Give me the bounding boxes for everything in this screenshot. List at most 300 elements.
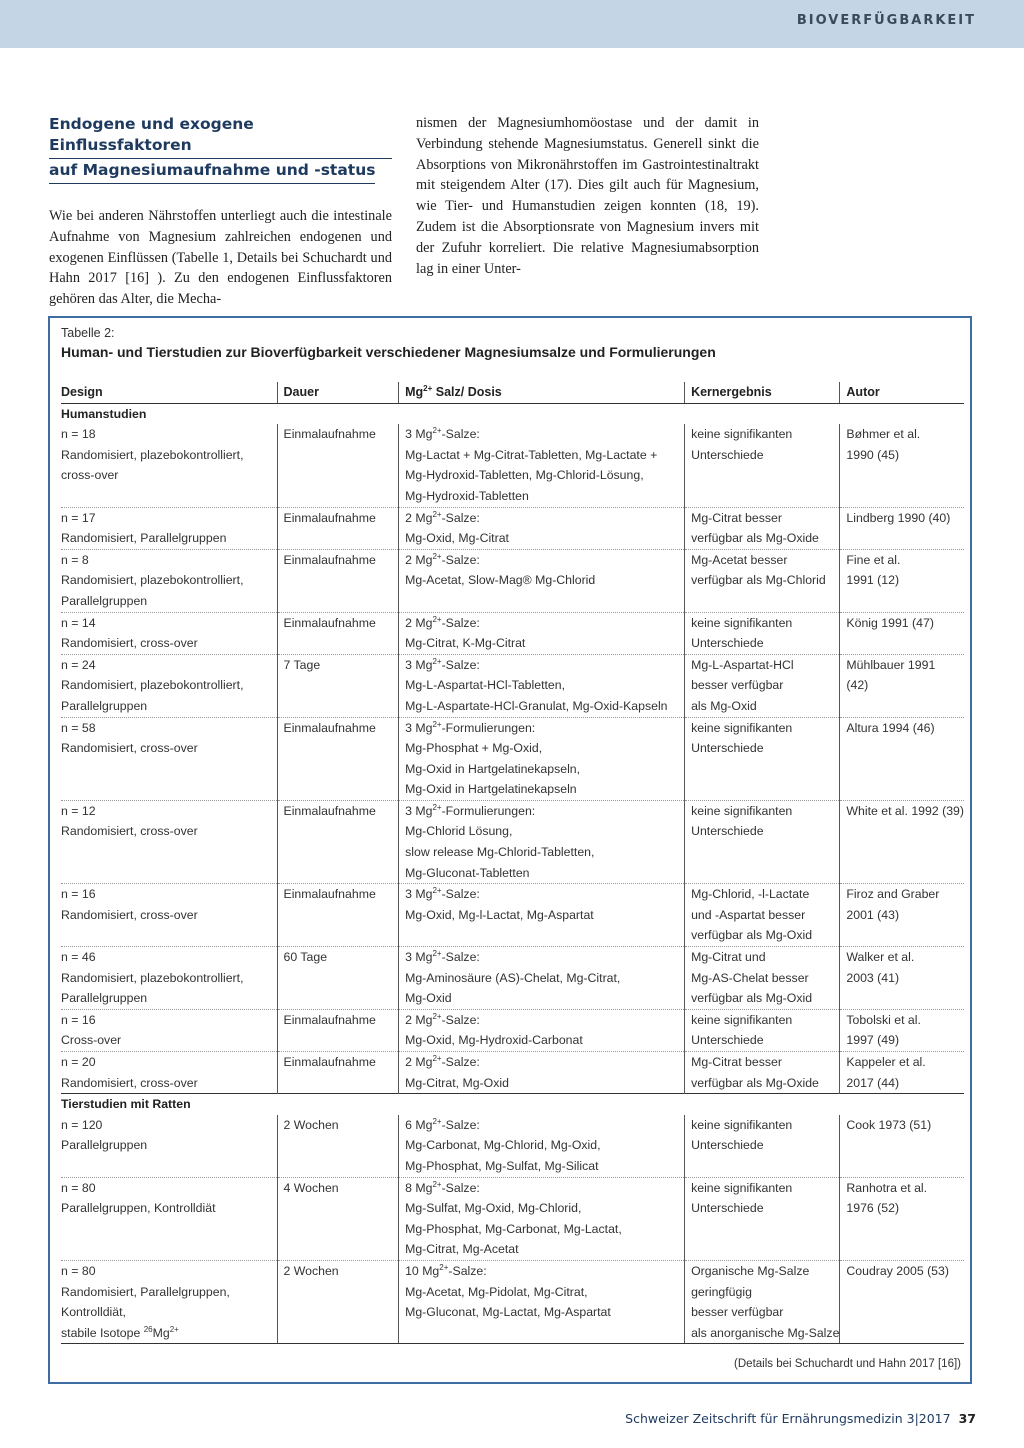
cell-salz xyxy=(399,1260,685,1343)
kern-line: keine signifikanten xyxy=(691,427,793,442)
dauer-value: 7 Tage xyxy=(283,657,321,672)
salz-line: Mg-Acetat, Slow-Mag® Mg-Chlorid xyxy=(405,573,596,588)
salz-head-sup: 2+ xyxy=(432,949,442,959)
kern-line: besser verfügbar xyxy=(691,1305,784,1320)
autor-line: Tobolski et al. xyxy=(846,1012,921,1027)
design-line: Parallelgruppen xyxy=(61,593,148,608)
salz-head-post: -Salze: xyxy=(441,1117,480,1132)
salz-head-sup: 2+ xyxy=(432,1116,442,1126)
salz-line: Mg-Gluconat, Mg-Lactat, Mg-Aspartat xyxy=(405,1305,611,1320)
cell-design xyxy=(61,424,277,507)
cell-autor xyxy=(840,800,964,883)
salz-line: Mg-Gluconat-Tabletten xyxy=(405,865,530,880)
table-row xyxy=(61,884,964,947)
cell-dauer xyxy=(277,1009,399,1051)
design-line: Randomisiert, cross-over xyxy=(61,824,198,839)
cell-autor xyxy=(840,1115,964,1177)
salz-line: Mg-Phosphat + Mg-Oxid, xyxy=(405,741,543,756)
salz-line: Mg-Sulfat, Mg-Oxid, Mg-Chlorid, xyxy=(405,1201,582,1216)
salz-head-post: -Formulierungen: xyxy=(441,803,536,818)
kern-line: Organische Mg-Salze xyxy=(691,1263,810,1278)
autor-line: Bøhmer et al. xyxy=(846,427,921,442)
design-line: Parallelgruppen xyxy=(61,991,148,1006)
salz-head-sup: 2+ xyxy=(439,1262,449,1272)
salz-head-post: -Salze: xyxy=(441,657,480,672)
cell-salz xyxy=(399,884,685,947)
salz-head-pre: 3 Mg xyxy=(405,657,433,672)
article-column-right xyxy=(416,113,759,310)
cell-salz xyxy=(399,947,685,1010)
salz-head-sup: 2+ xyxy=(432,1179,442,1189)
kern-line: geringfügig xyxy=(691,1284,752,1299)
autor-line: White et al. 1992 (39) xyxy=(846,803,964,818)
salz-head-pre: 3 Mg xyxy=(405,427,433,442)
design-line: n = 24 xyxy=(61,657,96,672)
cell-dauer xyxy=(277,1052,399,1094)
autor-line: Coudray 2005 (53) xyxy=(846,1263,949,1278)
salz-heading xyxy=(405,613,684,634)
autor-line: Kappeler et al. xyxy=(846,1055,926,1069)
salz-line: Mg-Hydroxid-Tabletten xyxy=(405,488,529,503)
salz-head-pre: 2 Mg xyxy=(405,1055,433,1069)
header-kernergebnis: Kernergebnis xyxy=(685,382,840,403)
design-line: n = 14 xyxy=(61,615,96,630)
cell-design xyxy=(61,1177,277,1260)
salz-head-sup: 2+ xyxy=(432,656,442,666)
salz-line: Mg-Hydroxid-Tabletten, Mg-Chlorid-Lösung, xyxy=(405,468,644,483)
cell-dauer xyxy=(277,507,399,549)
salz-head-sup: 2+ xyxy=(432,886,442,896)
group-tier-label: Tierstudien mit Ratten xyxy=(61,1094,964,1115)
salz-head-post: -Salze: xyxy=(441,1055,480,1069)
group-tier xyxy=(61,1094,964,1115)
cell-salz xyxy=(399,654,685,717)
article-column-left xyxy=(49,113,392,310)
salz-head-pre: 10 Mg xyxy=(405,1263,440,1278)
salz-line: Mg-Oxid xyxy=(405,991,452,1006)
cell-kernergebnis xyxy=(685,1052,840,1094)
cell-autor xyxy=(840,612,964,654)
design-line: n = 8 xyxy=(61,552,89,567)
salz-head-pre: 3 Mg xyxy=(405,950,433,965)
kern-line: keine signifikanten xyxy=(691,1117,793,1132)
salz-heading xyxy=(405,1115,684,1136)
cell-dauer xyxy=(277,1177,399,1260)
design-line: n = 17 xyxy=(61,510,96,525)
cell-autor xyxy=(840,654,964,717)
salz-line: Mg-Oxid, Mg-Citrat xyxy=(405,531,509,546)
cell-autor xyxy=(840,549,964,612)
cell-design xyxy=(61,612,277,654)
page-footer xyxy=(625,1411,976,1426)
cell-kernergebnis xyxy=(685,800,840,883)
dauer-value: 60 Tage xyxy=(283,950,328,965)
salz-head-sup: 2+ xyxy=(432,802,442,812)
salz-line: Mg-Oxid, Mg-l-Lactat, Mg-Aspartat xyxy=(405,907,594,922)
dauer-value: 2 Wochen xyxy=(283,1117,339,1132)
salz-head-sup: 2+ xyxy=(432,509,442,519)
salz-heading xyxy=(405,801,684,822)
salz-line: Mg-Citrat, K-Mg-Citrat xyxy=(405,636,526,651)
cell-kernergebnis xyxy=(685,507,840,549)
cell-dauer xyxy=(277,1260,399,1343)
design-line: n = 80 xyxy=(61,1263,96,1278)
salz-head-sup: 2+ xyxy=(432,614,442,624)
design-line: n = 18 xyxy=(61,427,96,442)
cell-design xyxy=(61,549,277,612)
dauer-value: Einmalaufnahme xyxy=(283,887,376,902)
design-line: cross-over xyxy=(61,468,119,483)
salz-head-post: -Salze: xyxy=(441,427,480,442)
cell-autor xyxy=(840,1052,964,1094)
kern-line: Unterschiede xyxy=(691,1033,764,1048)
salz-line: slow release Mg-Chlorid-Tabletten, xyxy=(405,845,595,860)
section-title: BIOVERFÜGBARKEIT xyxy=(796,13,976,28)
design-line: n = 80 xyxy=(61,1180,96,1195)
kern-line: Unterschiede xyxy=(691,447,764,462)
dauer-value: Einmalaufnahme xyxy=(283,427,376,442)
paragraph-left: Wie bei anderen Nährstoffen unterliegt auch die intestinale Aufnahme von Magnesium zahlreichen endogenen und exogenen Einflüssen (Tabelle 1, Details bei Schuchardt und Hahn 2017 [16] ). Zu den endogenen Einflussfaktoren gehören das Alter, die Mecha- xyxy=(49,208,392,308)
cell-design xyxy=(61,1260,277,1343)
salz-line: Mg-Phosphat, Mg-Carbonat, Mg-Lactat, xyxy=(405,1221,622,1236)
cell-autor xyxy=(840,947,964,1010)
kern-line: keine signifikanten xyxy=(691,720,793,735)
cell-dauer xyxy=(277,884,399,947)
autor-line: 1991 (12) xyxy=(846,573,900,588)
salz-head-sup: 2+ xyxy=(432,719,442,729)
design-line: Randomisiert, cross-over xyxy=(61,741,198,756)
salz-line: Mg-Aminosäure (AS)-Chelat, Mg-Citrat, xyxy=(405,970,621,985)
salz-head-post: -Salze: xyxy=(441,1012,480,1027)
design-line: Randomisiert, cross-over xyxy=(61,1075,198,1090)
dauer-value: Einmalaufnahme xyxy=(283,510,376,525)
paragraph-right: nismen der Magnesiumhomöostase und der damit in Verbindung stehende Magnesiumstatus. Generell sinkt die Absorptions von Mikronährstoffen im Gastrointestinaltrakt mit steigendem Alter (17). Dies gilt auch für Magnesium, wie Tier- und Humanstudien zeigen konnten (18, 19). Zudem ist die Absorptionsrate von Magnesium invers mit der Zufuhr korreliert. Die relative Magnesiumabsorption lag in einer Unter- xyxy=(416,115,759,277)
kern-line: und -Aspartat besser xyxy=(691,907,806,922)
table-row xyxy=(61,717,964,800)
salz-head-post: -Salze: xyxy=(441,552,480,567)
design-line: Randomisiert, cross-over xyxy=(61,907,198,922)
dauer-value: 4 Wochen xyxy=(283,1180,339,1195)
salz-heading xyxy=(405,1052,684,1073)
table-row xyxy=(61,1177,964,1260)
salz-head-pre: 8 Mg xyxy=(405,1180,433,1195)
salz-head-pre: 2 Mg xyxy=(405,1012,433,1027)
table-header-row xyxy=(61,382,964,403)
cell-kernergebnis xyxy=(685,884,840,947)
cell-dauer xyxy=(277,654,399,717)
kern-line: Mg-Chlorid, -l-Lactate xyxy=(691,887,810,902)
heading-line-1: Endogene und exogene Einflussfaktoren xyxy=(49,113,392,159)
autor-line: 1997 (49) xyxy=(846,1033,900,1048)
design-line: n = 120 xyxy=(61,1117,103,1132)
table-row xyxy=(61,1115,964,1177)
kern-line: keine signifikanten xyxy=(691,615,793,630)
autor-line: Mühlbauer 1991 xyxy=(846,657,936,672)
iso-pre: stabile Isotope xyxy=(61,1325,144,1340)
header-salz-pre: Mg xyxy=(405,385,424,399)
salz-heading xyxy=(405,550,684,571)
dauer-value: Einmalaufnahme xyxy=(283,552,376,567)
salz-head-post: -Salze: xyxy=(441,950,480,965)
group-human-label: Humanstudien xyxy=(61,406,147,421)
cell-design xyxy=(61,1009,277,1051)
cell-kernergebnis xyxy=(685,947,840,1010)
autor-line: 1976 (52) xyxy=(846,1201,900,1216)
salz-head-pre: 3 Mg xyxy=(405,887,433,902)
design-line: n = 58 xyxy=(61,720,96,735)
kern-line: Mg-L-Aspartat-HCl xyxy=(691,657,794,672)
salz-head-post: -Salze: xyxy=(448,1263,487,1278)
kern-line: als anorganische Mg-Salze xyxy=(691,1325,840,1340)
salz-line: Mg-Oxid in Hartgelatinekapseln, xyxy=(405,761,581,776)
salz-head-sup: 2+ xyxy=(432,1011,442,1021)
cell-dauer xyxy=(277,424,399,507)
cell-kernergebnis xyxy=(685,717,840,800)
design-line: Randomisiert, plazebokontrolliert, xyxy=(61,678,244,693)
design-line: n = 20 xyxy=(61,1055,96,1069)
cell-salz xyxy=(399,1009,685,1051)
cell-dauer xyxy=(277,800,399,883)
salz-line: Mg-Oxid in Hartgelatinekapseln xyxy=(405,782,577,797)
autor-line: Fine et al. xyxy=(846,552,901,567)
cell-kernergebnis xyxy=(685,1260,840,1343)
design-line: Randomisiert, plazebokontrolliert, xyxy=(61,573,244,588)
salz-head-post: -Formulierungen: xyxy=(441,720,536,735)
header-salz-post: Salz/ Dosis xyxy=(432,385,502,399)
table-row xyxy=(61,1052,964,1094)
salz-line: Mg-Citrat, Mg-Oxid xyxy=(405,1075,509,1090)
cell-design xyxy=(61,507,277,549)
iso-sup2: 2+ xyxy=(169,1324,179,1334)
cell-kernergebnis xyxy=(685,549,840,612)
salz-head-post: -Salze: xyxy=(441,510,480,525)
dauer-value: 2 Wochen xyxy=(283,1263,339,1278)
autor-line: Lindberg 1990 (40) xyxy=(846,510,951,525)
salz-head-pre: 2 Mg xyxy=(405,510,433,525)
autor-line: 2003 (41) xyxy=(846,970,900,985)
design-line: Kontrolldiät, xyxy=(61,1305,126,1320)
dauer-value: Einmalaufnahme xyxy=(283,1055,376,1069)
salz-heading xyxy=(405,1178,684,1199)
cell-dauer xyxy=(277,947,399,1010)
cell-salz xyxy=(399,1177,685,1260)
cell-kernergebnis xyxy=(685,1009,840,1051)
cell-design xyxy=(61,654,277,717)
cell-salz xyxy=(399,424,685,507)
design-line: n = 16 xyxy=(61,1012,96,1027)
group-human xyxy=(61,403,964,424)
cell-design xyxy=(61,1052,277,1094)
kern-line: verfügbar als Mg-Chlorid xyxy=(691,573,826,588)
cell-autor xyxy=(840,884,964,947)
cell-salz xyxy=(399,717,685,800)
autor-line: (42) xyxy=(846,678,869,693)
design-line: Randomisiert, cross-over xyxy=(61,636,198,651)
dauer-value: Einmalaufnahme xyxy=(283,1012,376,1027)
iso-mid: Mg xyxy=(152,1325,170,1340)
cell-design xyxy=(61,947,277,1010)
kern-line: Unterschiede xyxy=(691,636,764,651)
salz-heading xyxy=(405,1261,684,1282)
salz-head-post: -Salze: xyxy=(441,1180,480,1195)
cell-salz xyxy=(399,1115,685,1177)
cell-dauer xyxy=(277,1115,399,1177)
data-table xyxy=(61,382,964,1344)
cell-salz xyxy=(399,549,685,612)
kern-line: keine signifikanten xyxy=(691,803,793,818)
autor-line: Walker et al. xyxy=(846,950,915,965)
design-isotope-line xyxy=(61,1323,277,1344)
cell-autor xyxy=(840,1260,964,1343)
salz-heading xyxy=(405,947,684,968)
salz-heading xyxy=(405,884,684,905)
kern-line: besser verfügbar xyxy=(691,678,784,693)
design-line: Randomisiert, plazebokontrolliert, xyxy=(61,447,244,462)
salz-line: Mg-Lactat + Mg-Citrat-Tabletten, Mg-Lactate + xyxy=(405,447,658,462)
table-row xyxy=(61,1009,964,1051)
design-line: Parallelgruppen, Kontrolldiät xyxy=(61,1201,216,1216)
kern-line: Mg-Citrat und xyxy=(691,950,766,965)
salz-head-sup: 2+ xyxy=(432,1054,442,1063)
kern-line: Mg-AS-Chelat besser xyxy=(691,970,809,985)
dauer-value: Einmalaufnahme xyxy=(283,720,376,735)
header-salz xyxy=(399,382,685,403)
header-autor: Autor xyxy=(840,382,964,403)
kern-line: Unterschiede xyxy=(691,1201,764,1216)
table-title: Human- und Tierstudien zur Bioverfügbarkeit verschiedener Magnesiumsalze und Formulierungen xyxy=(61,344,716,360)
design-line: Randomisiert, plazebokontrolliert, xyxy=(61,970,244,985)
kern-line: Unterschiede xyxy=(691,824,764,839)
salz-heading xyxy=(405,655,684,676)
cell-autor xyxy=(840,717,964,800)
journal-title: Schweizer Zeitschrift für Ernährungsmedizin 3|2017 xyxy=(625,1411,951,1426)
salz-head-post: -Salze: xyxy=(441,615,480,630)
salz-line: Mg-Citrat, Mg-Acetat xyxy=(405,1242,519,1257)
salz-head-sup: 2+ xyxy=(432,551,442,561)
kern-line: Unterschiede xyxy=(691,741,764,756)
cell-autor xyxy=(840,424,964,507)
salz-line: Mg-Carbonat, Mg-Chlorid, Mg-Oxid, xyxy=(405,1138,601,1153)
kern-line: verfügbar als Mg-Oxid xyxy=(691,991,813,1006)
cell-dauer xyxy=(277,717,399,800)
cell-salz xyxy=(399,507,685,549)
kern-line: keine signifikanten xyxy=(691,1012,793,1027)
kern-line: verfügbar als Mg-Oxide xyxy=(691,531,819,546)
autor-line: Cook 1973 (51) xyxy=(846,1117,932,1132)
cell-salz xyxy=(399,800,685,883)
cell-kernergebnis xyxy=(685,654,840,717)
table-box xyxy=(48,316,972,1384)
kern-line: Mg-Acetat besser xyxy=(691,552,788,567)
page-number: 37 xyxy=(958,1411,976,1426)
salz-heading xyxy=(405,718,684,739)
salz-line: Mg-Chlorid Lösung, xyxy=(405,824,513,839)
iso-sup1: 26 xyxy=(143,1324,153,1334)
autor-line: Altura 1994 (46) xyxy=(846,720,935,735)
salz-head-post: -Salze: xyxy=(441,887,480,902)
salz-line: Mg-Phosphat, Mg-Sulfat, Mg-Silicat xyxy=(405,1158,599,1173)
design-line: Randomisiert, Parallelgruppen xyxy=(61,531,227,546)
cell-salz xyxy=(399,1052,685,1094)
design-line: Randomisiert, Parallelgruppen, xyxy=(61,1284,230,1299)
table-label: Tabelle 2: xyxy=(61,326,115,340)
article-intro xyxy=(49,113,759,310)
cell-dauer xyxy=(277,549,399,612)
article-heading xyxy=(49,113,392,184)
salz-line: Mg-L-Aspartate-HCl-Granulat, Mg-Oxid-Kapseln xyxy=(405,698,668,713)
design-line: n = 46 xyxy=(61,950,96,965)
design-line: Parallelgruppen xyxy=(61,698,148,713)
section-header-bar xyxy=(0,0,1024,48)
header-dauer: Dauer xyxy=(277,382,399,403)
autor-line: 2001 (43) xyxy=(846,907,900,922)
cell-design xyxy=(61,1115,277,1177)
salz-head-pre: 2 Mg xyxy=(405,615,433,630)
autor-line: König 1991 (47) xyxy=(846,615,934,630)
salz-head-pre: 2 Mg xyxy=(405,552,433,567)
autor-line: Firoz and Graber xyxy=(846,887,940,902)
table-row xyxy=(61,1260,964,1343)
kern-line: Mg-Citrat besser xyxy=(691,1055,782,1069)
salz-line: Mg-Oxid, Mg-Hydroxid-Carbonat xyxy=(405,1033,583,1048)
header-design: Design xyxy=(61,382,277,403)
kern-line: verfügbar als Mg-Oxid xyxy=(691,928,813,943)
cell-design xyxy=(61,800,277,883)
table-row xyxy=(61,800,964,883)
cell-autor xyxy=(840,507,964,549)
kern-line: keine signifikanten xyxy=(691,1180,793,1195)
cell-kernergebnis xyxy=(685,424,840,507)
kern-line: Unterschiede xyxy=(691,1138,764,1153)
salz-head-pre: 3 Mg xyxy=(405,803,433,818)
design-line: n = 16 xyxy=(61,887,96,902)
dauer-value: Einmalaufnahme xyxy=(283,615,376,630)
table-row xyxy=(61,947,964,1010)
salz-line: Mg-L-Aspartat-HCl-Tabletten, xyxy=(405,678,566,693)
design-line: n = 12 xyxy=(61,803,96,818)
autor-line: 1990 (45) xyxy=(846,447,900,462)
dauer-value: Einmalaufnahme xyxy=(283,803,376,818)
salz-heading xyxy=(405,424,684,445)
table-row xyxy=(61,654,964,717)
header-salz-sup: 2+ xyxy=(423,384,433,393)
table-row xyxy=(61,424,964,507)
table-row xyxy=(61,549,964,612)
table-row xyxy=(61,507,964,549)
table-row xyxy=(61,612,964,654)
salz-head-pre: 3 Mg xyxy=(405,720,433,735)
cell-design xyxy=(61,884,277,947)
cell-design xyxy=(61,717,277,800)
cell-autor xyxy=(840,1177,964,1260)
kern-line: verfügbar als Mg-Oxide xyxy=(691,1075,819,1090)
cell-autor xyxy=(840,1009,964,1051)
cell-kernergebnis xyxy=(685,1115,840,1177)
autor-line: 2017 (44) xyxy=(846,1075,900,1090)
salz-head-sup: 2+ xyxy=(432,426,442,436)
cell-kernergebnis xyxy=(685,612,840,654)
cell-salz xyxy=(399,612,685,654)
design-line: Cross-over xyxy=(61,1033,122,1048)
table-body xyxy=(61,403,964,1344)
table-footnote: (Details bei Schuchardt und Hahn 2017 [16]) xyxy=(734,1358,961,1370)
salz-head-pre: 6 Mg xyxy=(405,1117,433,1132)
kern-line: als Mg-Oxid xyxy=(691,698,757,713)
heading-line-2: auf Magnesiumaufnahme und -status xyxy=(49,159,375,184)
cell-dauer xyxy=(277,612,399,654)
kern-line: Mg-Citrat besser xyxy=(691,510,782,525)
salz-heading xyxy=(405,1010,684,1031)
